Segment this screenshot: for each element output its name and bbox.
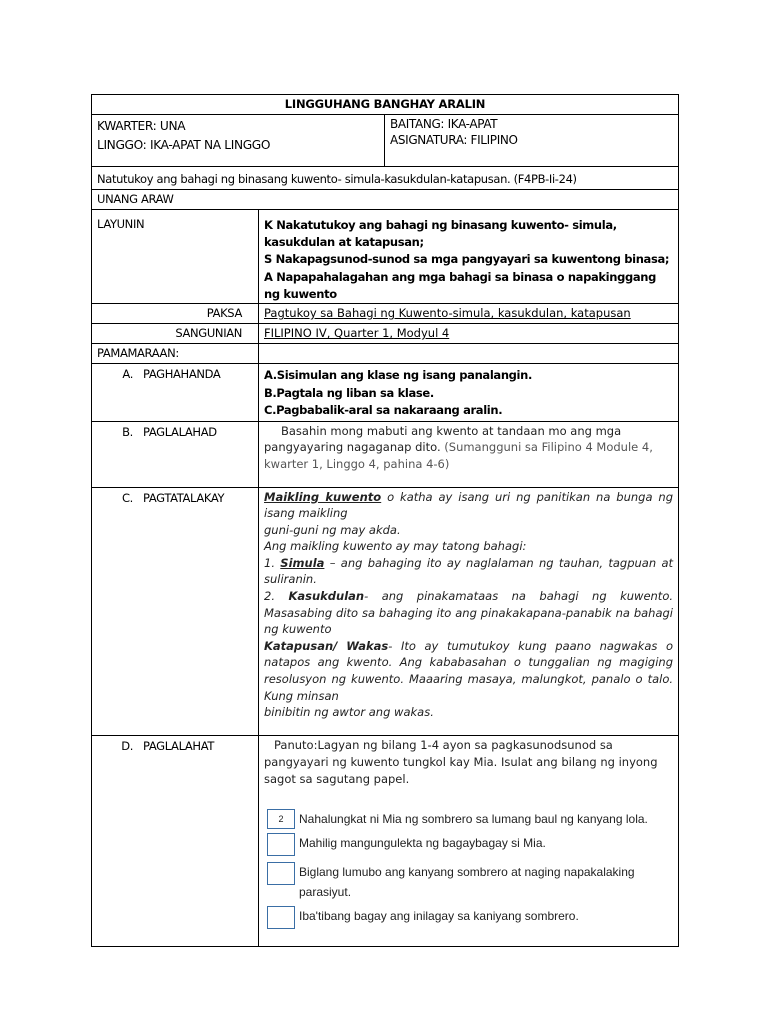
baitang-text: BAITANG: IKA-APAT (390, 117, 498, 131)
choice-item (267, 862, 673, 902)
quarter-week-cell (92, 115, 385, 167)
kasukdulan-number: 2. (264, 589, 289, 604)
sangunian-row (92, 324, 679, 344)
paglalahat-label-cell (92, 735, 259, 946)
paglalahad-text: Basahin mong mabuti ang kwento at tandaan mo ang mga pangyayaring nagaganap dito. (264, 423, 622, 455)
maikling-kuwento-def (264, 489, 673, 522)
maikling-kuwento-rest: o katha ay isang uri ng panitikan na bunga ng isang maikling (264, 489, 674, 521)
layunin-row (92, 210, 679, 304)
step-d-num: D. (121, 738, 133, 753)
wakas-term: Katapusan/ Wakas (264, 638, 389, 653)
pamamaraan-empty (259, 344, 679, 364)
choice-item (267, 833, 673, 856)
step-b-label: PAGLALAHAD (143, 424, 217, 439)
pamamaraan-row (92, 344, 679, 364)
step-a-num: A. (122, 367, 133, 382)
asignatura-text: ASIGNATURA: FILIPINO (390, 133, 518, 147)
choice-item (267, 906, 673, 929)
step-b-num: B. (122, 424, 133, 439)
paghahanda-line-3: C.Pagbabalik-aral sa nakaraang aralin. (264, 403, 503, 418)
simula-term: Simula (280, 555, 325, 570)
wakas-rest: - Ito ay tumutukoy kung paano nagwakas o natapos ang kwento. Ang kababasahan o tunggalian ng magiging resolusyon ng kuwento. Maaaring masaya, malungkot, panalo o talo. Kung minsan (264, 638, 674, 703)
pagtatalakay-label-cell (92, 487, 259, 735)
sangunian-value: FILIPINO IV, Quarter 1, Modyul 4 (259, 324, 679, 344)
simula-rest: – ang bahaging ito ay naglalaman ng tauhan, tagpuan at suliranin. (264, 555, 674, 587)
choice-text: Iba'tibang bagay ang inilagay sa kaniyang sombrero. (299, 908, 579, 923)
layunin-a: A Napapahalagahan ang mga bahagi sa binasa o napakinggang ng kuwento (264, 269, 656, 301)
paglalahad-content (259, 421, 679, 487)
lesson-plan-document (91, 94, 678, 947)
document-title: LINGGUHANG BANGHAY ARALIN (92, 95, 679, 115)
maikling-kuwento-term: Maikling kuwento (264, 489, 382, 504)
pamamaraan-label: PAMAMARAAN: (92, 344, 259, 364)
info-row (92, 115, 679, 167)
kasukdulan-term: Kasukdulan (288, 589, 365, 604)
simula-def (264, 555, 673, 588)
step-a-label: PAGHAHANDA (143, 367, 221, 382)
grade-subject-cell (385, 115, 679, 167)
kasukdulan-rest: - ang pinakamataas na bahagi ng kuwento. Masasabing dito sa bahaging ito ang pinakakapana-panabik na bahagi ng kuwento (264, 589, 674, 637)
choice-text: Mahilig mangungulekta ng bagaybagay si Mia. (299, 835, 546, 850)
paksa-row (92, 304, 679, 324)
kasukdulan-def (264, 588, 673, 638)
tatlong-bahagi-line: Ang maikling kuwento ay may tatong bahagi: (264, 539, 527, 554)
choice-text: Nahalungkat ni Mia ng sombrero sa lumang baul ng kanyang lola. (299, 811, 648, 826)
linggo-text: LINGGO: IKA-APAT NA LINGGO (97, 138, 271, 152)
day-row (92, 190, 679, 210)
paghahanda-line-1: A.Sisimulan ang klase ng isang panalangin. (264, 368, 532, 383)
wakas-def (264, 638, 673, 704)
lesson-plan-table (91, 94, 679, 947)
paghahanda-label-cell (92, 364, 259, 422)
pagtatalakay-content (259, 487, 679, 735)
kwarter-text: KWARTER: UNA (97, 119, 186, 133)
simula-number: 1. (264, 555, 281, 570)
sangunian-label: SANGUNIAN (92, 324, 259, 344)
layunin-k: K Nakatutukoy ang bahagi ng binasang kuwento- simula, kasukdulan at katapusan; (264, 218, 617, 250)
answer-box[interactable] (267, 906, 295, 929)
guni-guni-line: guni-guni ng may akda. (264, 522, 401, 537)
paghahanda-line-2: B.Pagtala ng liban sa klase. (264, 385, 434, 400)
answer-box[interactable] (267, 862, 295, 885)
paghahanda-content (259, 364, 679, 422)
step-d-label: PAGLALAHAT (143, 738, 214, 753)
competency-row (92, 167, 679, 190)
layunin-content (259, 210, 679, 304)
paglalahad-reference: (Sumangguni sa Filipino 4 Module 4, kwarter 1, Linggo 4, pahina 4-6) (264, 440, 653, 471)
paksa-value: Pagtukoy sa Bahagi ng Kuwento-simula, kasukdulan, katapusan (259, 304, 679, 324)
pagtatalakay-row (92, 487, 679, 735)
paglalahat-row (92, 735, 679, 946)
binibitin-line: binibitin ng awtor ang wakas. (264, 705, 434, 720)
step-c-num: C. (122, 490, 133, 505)
layunin-s: S Nakapagsunod-sunod sa mga pangyayari sa kuwentong binasa; (264, 252, 670, 267)
answer-box[interactable] (267, 833, 295, 856)
choice-text: Biglang lumubo ang kanyang sombrero at naging napakalaking parasiyut. (299, 864, 635, 899)
competency-text: Natutukoy ang bahagi ng binasang kuwento- simula-kasukdulan-katapusan. (F4PB-Ii-24) (92, 167, 679, 190)
paglalahad-label-cell (92, 421, 259, 487)
step-c-label: PAGTATALAKAY (143, 490, 225, 505)
paghahanda-row (92, 364, 679, 422)
title-row (92, 95, 679, 115)
layunin-label: LAYUNIN (92, 210, 259, 304)
day-label: UNANG ARAW (92, 190, 679, 210)
paglalahat-content (259, 735, 679, 946)
choice-item (267, 809, 673, 829)
paksa-label: PAKSA (92, 304, 259, 324)
answer-box[interactable]: 2 (267, 809, 295, 829)
paglalahad-row (92, 421, 679, 487)
panuto-text: Panuto:Lagyan ng bilang 1-4 ayon sa pagkasunodsunod sa pangyayari ng kuwento tungkol kay Mia. Isulat ang bilang ng inyong sagot sa sagutang papel. (264, 737, 658, 786)
